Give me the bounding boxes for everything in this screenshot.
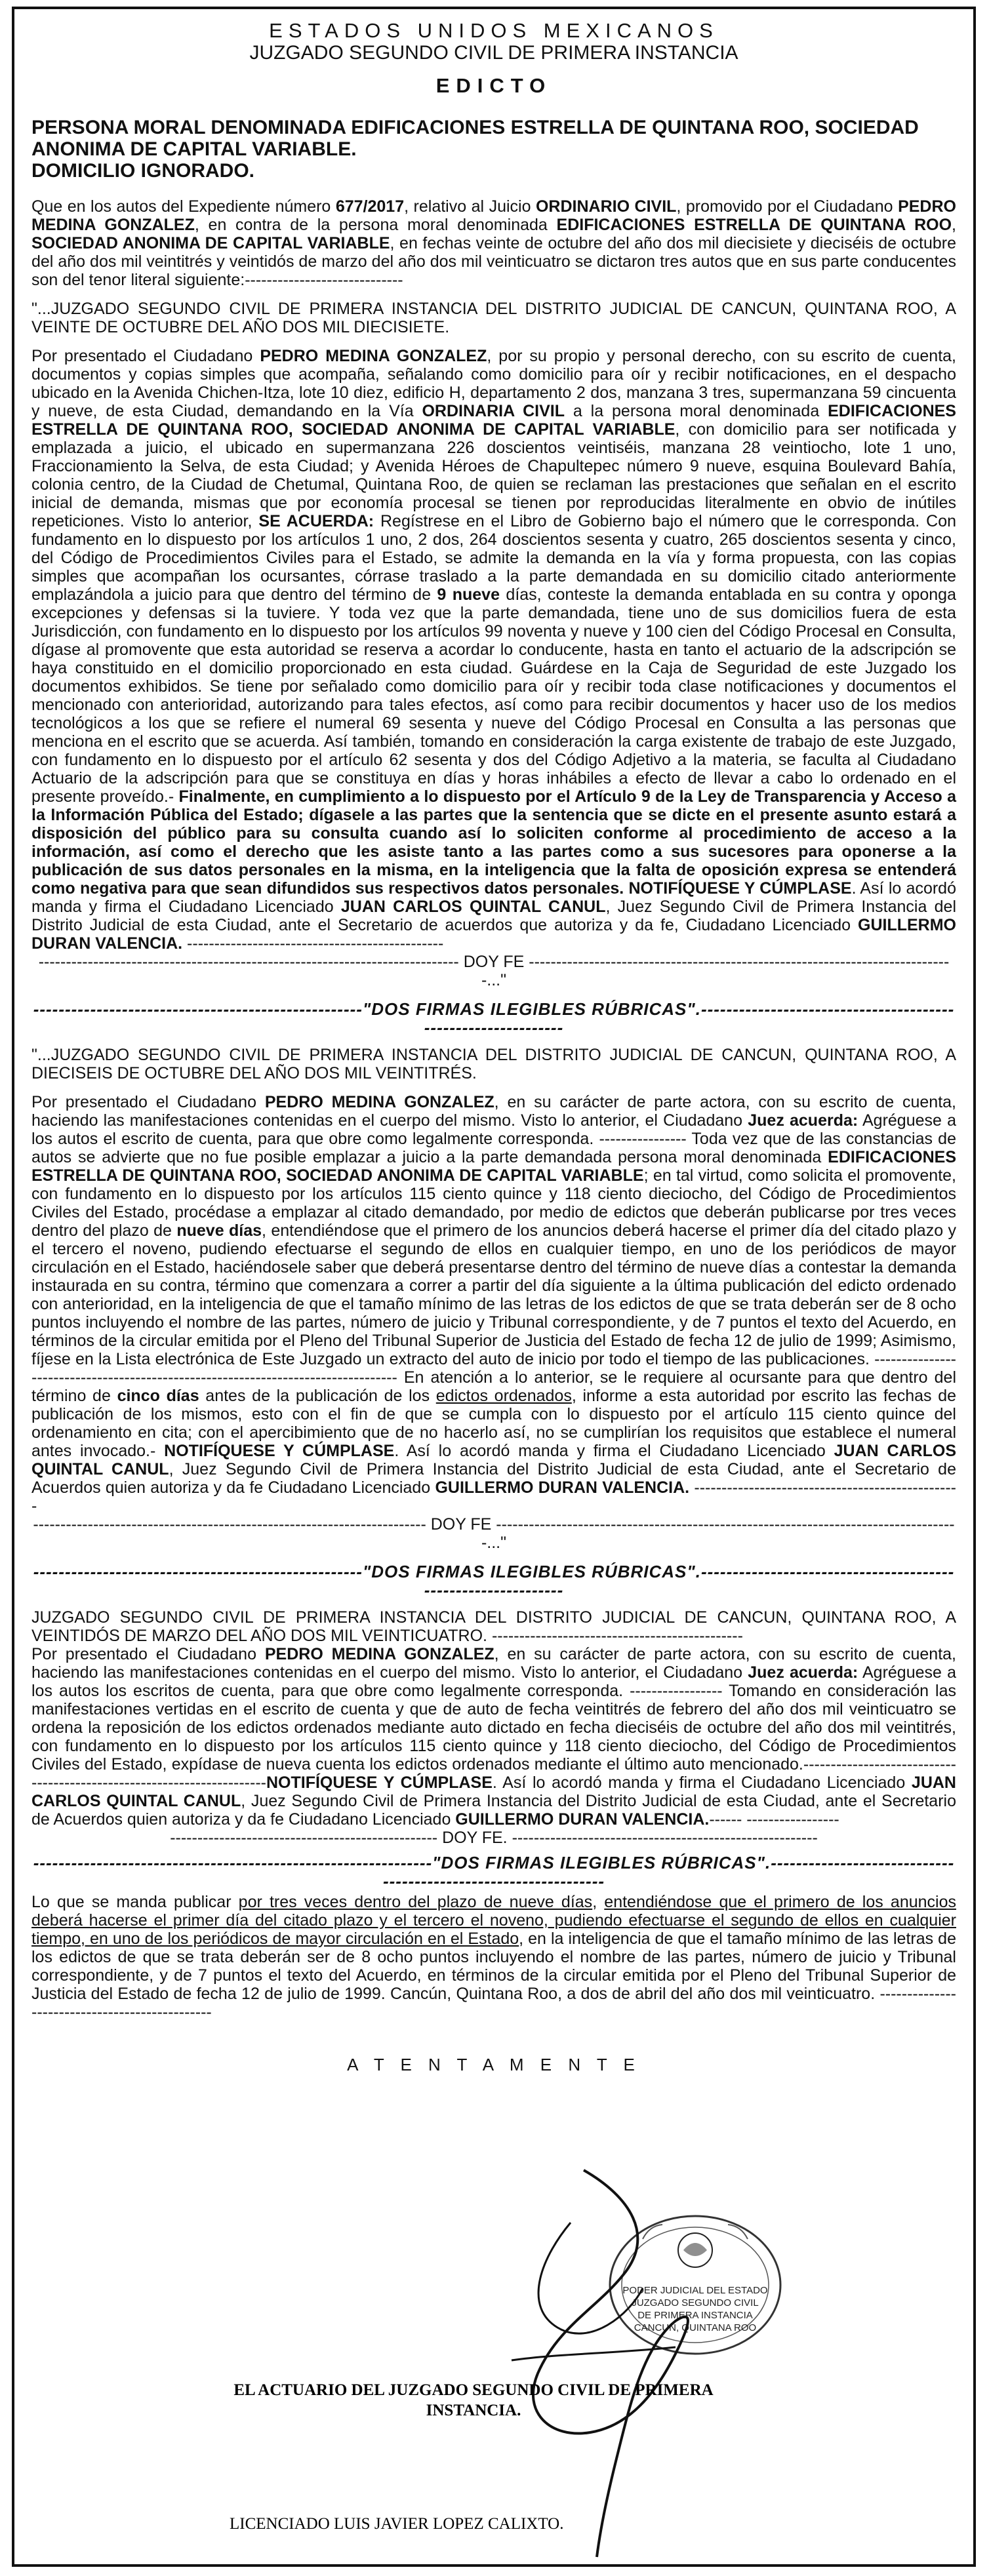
svg-text:PODER JUDICIAL DEL ESTADO: PODER JUDICIAL DEL ESTADO <box>622 2285 768 2296</box>
firmas-label-2: ----------------------------------------------------"DOS FIRMAS ILEGIBLES RÚBRICAS".-------------------------------------------------------------- <box>33 1562 955 1600</box>
auto2-heading: "...JUZGADO SEGUNDO CIVIL DE PRIMERA INSTANCIA DEL DISTRITO JUDICIAL DE CANCUN, QUINTANA ROO, A DIECISEIS DE OCTUBRE DEL AÑO DOS MIL VEINTITRÉS. <box>31 1046 956 1082</box>
closing-paragraph: Lo que se manda publicar por tres veces dentro del plazo de nueve días, entendiéndose que el primero de los anuncios deberá hacerse el primer día del citado plazo y el tercero el noveno, pudiendo efectuarse el segundo de ellos en cualquier tiempo, en uno de los periódicos de mayor circulación en el Estado, en la inteligencia de que el tamaño mínimo de las letras de los edictos de que se trata deberán ser de 8 ocho puntos incluyendo el nombre de las partes, número de juicio y Tribunal correspondiente, y de 7 puntos el texto del Acuerdo, en términos de la circular emitida por el Pleno del Tribunal Superior de Justicia del Estado de fecha 12 de julio de 1999. Cancún, Quintana Roo, a dos de abril del año dos mil veinticuatro. ----------------------------------------------- <box>31 1893 956 2021</box>
country-header: ESTADOS UNIDOS MEXICANOS <box>269 19 719 42</box>
addressee-block <box>31 117 956 182</box>
auto1-heading: "...JUZGADO SEGUNDO CIVIL DE PRIMERA INSTANCIA DEL DISTRITO JUDICIAL DE CANCUN, QUINTANA ROO, A VEINTE DE OCTUBRE DEL AÑO DOS MIL DIECISIETE. <box>31 300 956 336</box>
actuario-title: EL ACTUARIO DEL JUZGADO SEGUNDO CIVIL DE PRIMERA INSTANCIA. <box>233 2381 714 2419</box>
firmas-label-1: ----------------------------------------------------"DOS FIRMAS ILEGIBLES RÚBRICAS".-------------------------------------------------------------- <box>33 999 955 1037</box>
auto2-doy-fe: ------------------------------------------------------------------------ DOY FE -------------------------------------------------------------------------------------..." <box>33 1515 955 1552</box>
svg-text:JUZGADO SEGUNDO CIVIL: JUZGADO SEGUNDO CIVIL <box>632 2297 759 2308</box>
auto1-body: Por presentado el Ciudadano PEDRO MEDINA GONZALEZ, por su propio y personal derecho, con su escrito de cuenta, documentos y copias simples que acompaña, señalando como domicilio para oír y recibir notificaciones, en el despacho ubicado en la Avenida Chichen-Itza, lote 10 diez, edificio H, departamento 2 dos, manzana 3 tres, supermanzana 59 cincuenta y nueve, de esta Ciudad, demandando en la Vía ORDINARIA CIVIL a la persona moral denominada EDIFICACIONES ESTRELLA DE QUINTANA ROO, SOCIEDAD ANONIMA DE CAPITAL VARIABLE, con domicilio para ser notificada y emplazada a juicio, el ubicado en supermanzana 226 doscientos veintiséis, manzana 28 veintiocho, lote 1 uno, Fraccionamiento la Selva, de esta Ciudad; y Avenida Héroes de Chapultepec número 9 nueve, esquina Boulevard Bahía, colonia centro, de la Ciudad de Chetumal, Quintana Roo, de quien se reclaman las prestaciones que señalan en el escrito inicial de demanda, mismas que por economía procesal se tienen por reproducidas literalmente en obvio de inútiles repeticiones. Visto lo anterior, SE ACUERDA: Regístrese en el Libro de Gobierno bajo el número que le corresponda. Con fundamento en lo dispuesto por los artículos 1 uno, 2 dos, 264 doscientos sesenta y cuatro, 265 doscientos sesenta y cinco, del Código de Procedimientos Civiles para el Estado, se admite la demanda en la vía y forma propuesta, con las copias simples que acompañan los ocursantes, córrase traslado a la parte demandada en su domicilio citado anteriormente emplazándola a juicio para que dentro del término de 9 nueve días, conteste la demanda entablada en su contra y oponga excepciones y defensas si la tuviere. Y toda vez que la parte demandada, tiene uno de sus domicilios fuera de esta Jurisdicción, con fundamento en lo dispuesto por los artículos 99 noventa y nueve y 100 cien del Código Procesal en Consulta, dígase al promovente que esta autoridad se reserva a acordar lo conducente, hasta en tanto el actuario de la adscripción se haya constituido en el domicilio proporcionado en esta ciudad. Guárdese en la Caja de Seguridad de este Juzgado los documentos exhibidos. Se tiene por señalado como domicilio para oír y recibir toda clase notificaciones y documentos el mencionado con anterioridad, autorizando para tales efectos, así como para recibir documentos y hacer uso de los medios tecnológicos a los que se refiere el numeral 69 sesenta y nueve del Código Procesal en Consulta a las personas que menciona en el escrito que se acuerda. Así también, tomando en consideración la carga existente de trabajo de este Juzgado, con fundamento en lo dispuesto por el artículo 62 sesenta y dos del Código Adjetivo a la materia, se faculta al Ciudadano Actuario de la adscripción para que se constituya en días y horas inhábiles a efecto de llevar a cabo lo ordenado en el presente proveído.- Finalmente, en cumplimiento a lo dispuesto por el Artículo 9 de la Ley de Transparencia y Acceso a la Información Pública del Estado; dígasele a las partes que la sentencia que se dicte en el presente asunto estará a disposición del público para su consulta cuando así lo soliciten conforme al procedimiento de acceso a la información, así como el derecho que les asiste tanto a las partes como a sus sucesores para oponerse a la publicación de sus datos personales en la misma, en la inteligencia que la falta de oposición expresa se entenderá como negativa para que sean difundidos sus respectivos datos personales. NOTIFÍQUESE Y CÚMPLASE. Así lo acordó manda y firma el Ciudadano Licenciado JUAN CARLOS QUINTAL CANUL, Juez Segundo Civil de Primera Instancia del Distrito Judicial de esta Ciudad, ante el Secretario de acuerdos que autoriza y da fe, Ciudadano Licenciado GUILLERMO DURAN VALENCIA. ----------------------------------------------- <box>31 347 957 953</box>
auto3-heading: JUZGADO SEGUNDO CIVIL DE PRIMERA INSTANCIA DEL DISTRITO JUDICIAL DE CANCUN, QUINTANA ROO, A VEINTIDÓS DE MARZO DEL AÑO DOS MIL VEINTICUATRO. ---------------------------------------------- <box>31 1608 956 1645</box>
addressee-domicile: DOMICILIO IGNORADO. <box>31 160 254 182</box>
document-title: EDICTO <box>435 74 552 97</box>
court-header: JUZGADO SEGUNDO CIVIL DE PRIMERA INSTANCIA <box>249 42 738 64</box>
intro-paragraph: Que en los autos del Expediente número 677/2017, relativo al Juicio ORDINARIO CIVIL, promovido por el Ciudadano PEDRO MEDINA GONZALEZ, en contra de la persona moral denominada EDIFICACIONES ESTRELLA DE QUINTANA ROO, SOCIEDAD ANONIMA DE CAPITAL VARIABLE, en fechas veinte de octubre del año dos mil diecisiete y dieciséis de octubre del año dos mil veintitrés y veintidós de marzo del año dos mil veinticuatro se dictaron tres autos que en sus parte conducentes son del tenor literal siguiente:----------------------------- <box>31 197 956 289</box>
atentamente-label: A T E N T A M E N T E <box>347 2055 641 2074</box>
svg-text:CANCUN, QUINTANA ROO: CANCUN, QUINTANA ROO <box>634 2322 757 2333</box>
auto1-doy-fe: ----------------------------------------------------------------------------- DOY FE ------------------------------------------------------------------------------..." <box>38 953 950 989</box>
auto3-doy-fe: ------------------------------------------------- DOY FE. -------------------------------------------------------- <box>170 1829 818 1847</box>
addressee-name: PERSONA MORAL DENOMINADA EDIFICACIONES ESTRELLA DE QUINTANA ROO, SOCIEDAD ANONIMA DE CAPITAL VARIABLE. <box>31 117 919 160</box>
auto2-body: Por presentado el Ciudadano PEDRO MEDINA GONZALEZ, en su carácter de parte actora, con su escrito de cuenta, haciendo las manifestaciones contenidas en el cuerpo del mismo. Visto lo anterior, el Ciudadano Juez acuerda: Agréguese a los autos el escrito de cuenta, para que obre como legalmente corresponda. ---------------- Toda vez que de las constancias de autos se advierte que no fue posible emplazar a juicio a la parte demandada persona moral denominada EDIFICACIONES ESTRELLA DE QUINTANA ROO, SOCIEDAD ANONIMA DE CAPITAL VARIABLE; en tal virtud, como solicita el promovente, con fundamento en lo dispuesto por los artículos 115 ciento quince y 118 ciento dieciocho, del Código de Procedimientos Civiles del Estado, procédase a emplazar al citado demandado, por medio de edictos que deberán publicarse por tres veces dentro del plazo de nueve días, entendiéndose que el primero de los anuncios deberá hacerse el primer día del citado plazo y el tercero el noveno, pudiendo efectuarse el segundo de ellos en cualquier tiempo, en uno de los periódicos de mayor circulación en el Estado, haciéndosele saber que deberá presentarse dentro del término de nueve días a contestar la demanda instaurada en su contra, término que comenzara a correr a partir del día siguiente a la última publicación del edicto ordenado con anterioridad, en la inteligencia de que el tamaño mínimo de las letras de los edictos de que se trata deberán ser de 8 ocho puntos incluyendo el nombre de las partes, número de juicio y Tribunal correspondiente, y de 7 puntos el texto del Acuerdo, en términos de la circular emitida por el Pleno del Tribunal Superior de Justicia del Estado de fecha 12 de julio de 1999; Asimismo, fíjese en la Lista electrónica de Este Juzgado un extracto del auto de inicio por todo el tiempo de las publicaciones. ---------------------------------------------------------------------------------- En atención a lo anterior, se le requiere al ocursante para que dentro del término de cinco días antes de la publicación de los edictos ordenados, informe a esta autoridad por escrito las fechas de publicación de los mismos, esto con el fin de que se cumpla con lo dispuesto por el artículo 115 ciento quince del ordenamiento en cita; con el apercibimiento que de no hacerlo así, no se cumplirían los requisitos que establece el numeral antes invocado.- NOTIFÍQUESE Y CÚMPLASE. Así lo acordó manda y firma el Ciudadano Licenciado JUAN CARLOS QUINTAL CANUL, Juez Segundo Civil de Primera Instancia del Distrito Judicial de esta Ciudad, ante el Secretario de Acuerdos quien autoriza y da fe Ciudadano Licenciado GUILLERMO DURAN VALENCIA. ------------------------------------------------- <box>31 1093 957 1515</box>
handwritten-signature-icon <box>459 2157 748 2560</box>
svg-text:DE PRIMERA INSTANCIA: DE PRIMERA INSTANCIA <box>637 2310 753 2321</box>
auto3-body: Por presentado el Ciudadano PEDRO MEDINA GONZALEZ, en su carácter de parte actora, con su escrito de cuenta, haciendo las manifestaciones contenidas en el cuerpo del mismo. Visto lo anterior, el Ciudadano Juez acuerda: Agréguese a los autos los escritos de cuenta, para que obre como legalmente corresponda. ----------------- Tomando en consideración las manifestaciones vertidas en el escrito de cuenta y que de auto de fecha veintitrés de febrero del año dos mil veinticuatro se ordena la reposición de los edictos ordenados mediante auto dictado en fecha dieciséis de octubre del año dos mil veintitrés, con fundamento en lo dispuesto por los artículos 115 ciento quince y 118 ciento dieciocho, del Código de Procedimientos Civiles del Estado, expídase de nueva cuenta los edictos ordenados mediante el último auto mencionado.-----------------------------------------------------------------------NOTIFÍQUESE Y CÚMPLASE. Así lo acordó manda y firma el Ciudadano Licenciado JUAN CARLOS QUINTAL CANUL, Juez Segundo Civil de Primera Instancia del Distrito Judicial de esta Ciudad, ante el Secretario de Acuerdos quien autoriza y da fe Ciudadano Licenciado GUILLERMO DURAN VALENCIA.------ ----------------- <box>31 1645 957 1829</box>
actuario-name: LICENCIADO LUIS JAVIER LOPEZ CALIXTO. <box>230 2515 564 2533</box>
firmas-label-3: ---------------------------------------------------------------"DOS FIRMAS ILEGIBLES RÚBRICAS".---------------------------------------------------------------- <box>33 1853 955 1891</box>
